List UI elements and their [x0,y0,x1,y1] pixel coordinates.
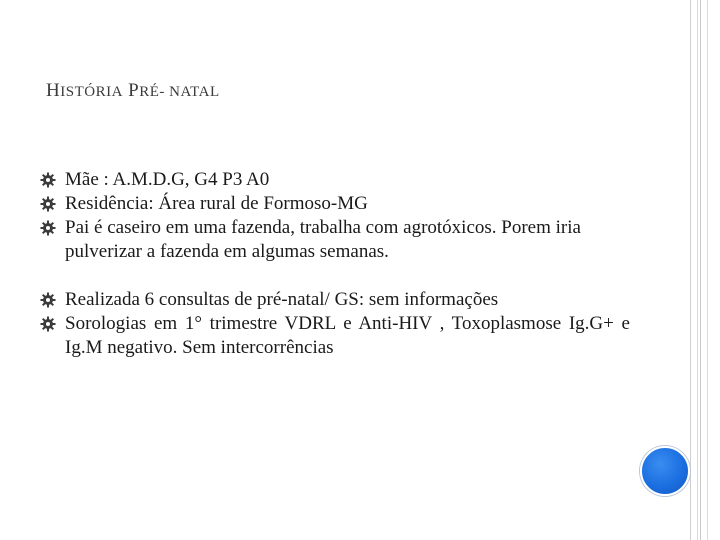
gear-icon [40,292,56,308]
title-word: RÉ [139,84,160,100]
title-initial: P [128,80,140,101]
list-item-text: Residência: Área rural de Formoso-MG [65,193,368,214]
decorative-line [690,0,691,540]
slide-title [46,80,220,102]
decorative-line [707,0,708,540]
gear-icon [40,172,56,188]
gear-icon [40,220,56,236]
list-item [40,216,630,264]
decorative-circle [640,446,690,496]
title-word: ISTÓRIA [60,84,123,100]
bullet-list [40,168,630,360]
list-item [40,288,630,312]
list-item-text: Sorologias em 1° trimestre VDRL e Anti-HIV , Toxoplasmose Ig.G+ e Ig.M negativo. Sem intercorrências [65,313,630,358]
list-item-text: Mãe : A.M.D.G, G4 P3 A0 [65,169,270,190]
gear-icon [40,196,56,212]
spacer [40,264,630,288]
decorative-line [697,0,698,540]
list-item [40,192,630,216]
gear-icon [40,316,56,332]
list-item [40,168,630,192]
title-word: - NATAL [159,84,220,100]
decorative-line [700,0,701,540]
list-item [40,312,630,360]
list-item-text: Realizada 6 consultas de pré-natal/ GS: sem informações [65,289,499,310]
list-item-text: Pai é caseiro em uma fazenda, trabalha com agrotóxicos. Porem iria pulverizar a fazenda em algumas semanas. [65,217,581,262]
title-initial: H [46,80,61,101]
